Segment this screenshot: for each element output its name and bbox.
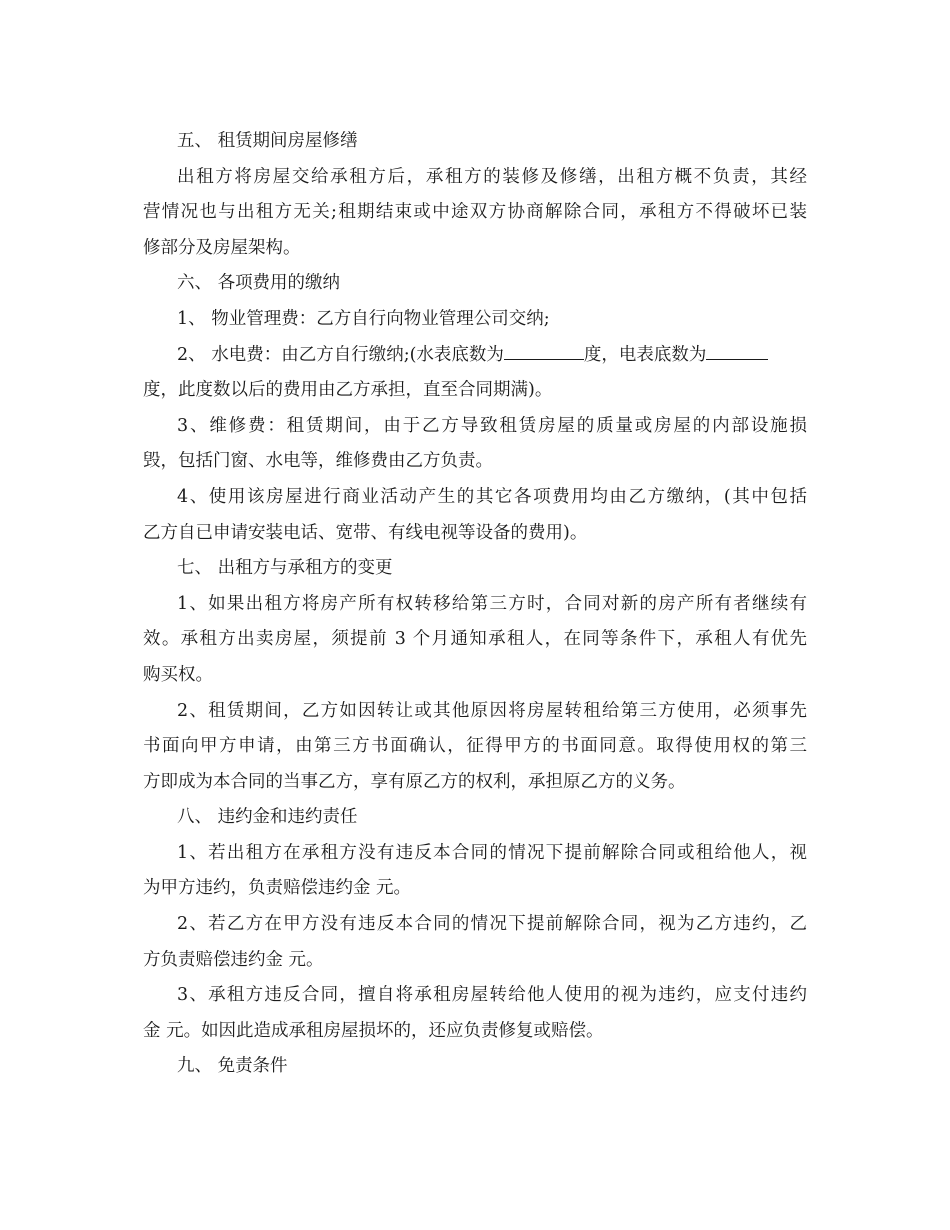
section-heading-7: 七、 出租方与承租方的变更: [177, 558, 393, 579]
electric-meter-text: 度，电表底数为: [583, 344, 707, 365]
paragraph-line: 2、租赁期间，乙方如因转让或其他原因将房屋转租给第三方使用，必须事先: [177, 700, 807, 721]
section-heading-5: 五、 租赁期间房屋修缮: [177, 131, 358, 151]
paragraph-line: 出租方将房屋交给承租方后，承租方的装修及修缮，出租方概不负责，其经: [177, 166, 807, 187]
paragraph-line: 1、 物业管理费：乙方自行向物业管理公司交纳;: [177, 308, 550, 329]
paragraph-line: 乙方自已申请安装电话、宽带、有线电视等设备的费用)。: [143, 522, 588, 543]
document-body: [143, 124, 807, 1085]
paragraph-line: 3、维修费：租赁期间，由于乙方导致租赁房屋的质量或房屋的内部设施损: [177, 415, 807, 436]
paragraph-line: 度，此度数以后的费用由乙方承担，直至合同期满)。: [143, 380, 553, 401]
section-heading-9: 九、 免责条件: [177, 1056, 288, 1077]
paragraph-line: 3、承租方违反合同，擅自将承租房屋转给他人使用的视为违约，应支付违约: [177, 985, 807, 1006]
paragraph-line: 2、若乙方在甲方没有违反本合同的情况下提前解除合同，视为乙方违约，乙: [177, 914, 807, 935]
paragraph-line: 营情况也与出租方无关;租期结束或中途双方协商解除合同，承租方不得破坏已装: [143, 202, 807, 223]
paragraph-line: 书面向甲方申请，由第三方书面确认，征得甲方的书面同意。取得使用权的第三: [143, 736, 807, 757]
paragraph-line: 方负责赔偿违约金 元。: [143, 949, 324, 970]
electric-meter-blank: [706, 339, 768, 360]
paragraph-line: 购买权。: [143, 664, 213, 685]
paragraph-line: 效。承租方出卖房屋，须提前 3 个月通知承租人，在同等条件下，承租人有优先: [143, 629, 807, 650]
paragraph-line: 金 元。如因此造成承租房屋损坏的，还应负责修复或赔偿。: [143, 1020, 604, 1041]
paragraph-line: 为甲方违约，负责赔偿违约金 元。: [143, 878, 412, 899]
paragraph-line: 毁，包括门窗、水电等，维修费由乙方负责。: [143, 451, 493, 472]
water-meter-blank: [504, 339, 584, 360]
paragraph-line-with-blanks: [143, 338, 807, 374]
paragraph-line: 4、使用该房屋进行商业活动产生的其它各项费用均由乙方缴纳，(其中包括: [177, 486, 807, 507]
paragraph-line: 1、如果出租方将房产所有权转移给第三方时，合同对新的房产所有者继续有: [177, 593, 807, 614]
section-heading-8: 八、 违约金和违约责任: [177, 807, 358, 828]
paragraph-line: 方即成为本合同的当事乙方，享有原乙方的权利，承担原乙方的义务。: [143, 771, 686, 792]
paragraph-line: 1、若出租方在承租方没有违反本合同的情况下提前解除合同或租给他人，视: [177, 842, 807, 863]
section-heading-6: 六、 各项费用的缴纳: [177, 273, 341, 294]
water-fee-text: 2、 水电费：由乙方自行缴纳;(水表底数为: [177, 344, 504, 365]
paragraph-line: 修部分及房屋架构。: [143, 237, 301, 258]
